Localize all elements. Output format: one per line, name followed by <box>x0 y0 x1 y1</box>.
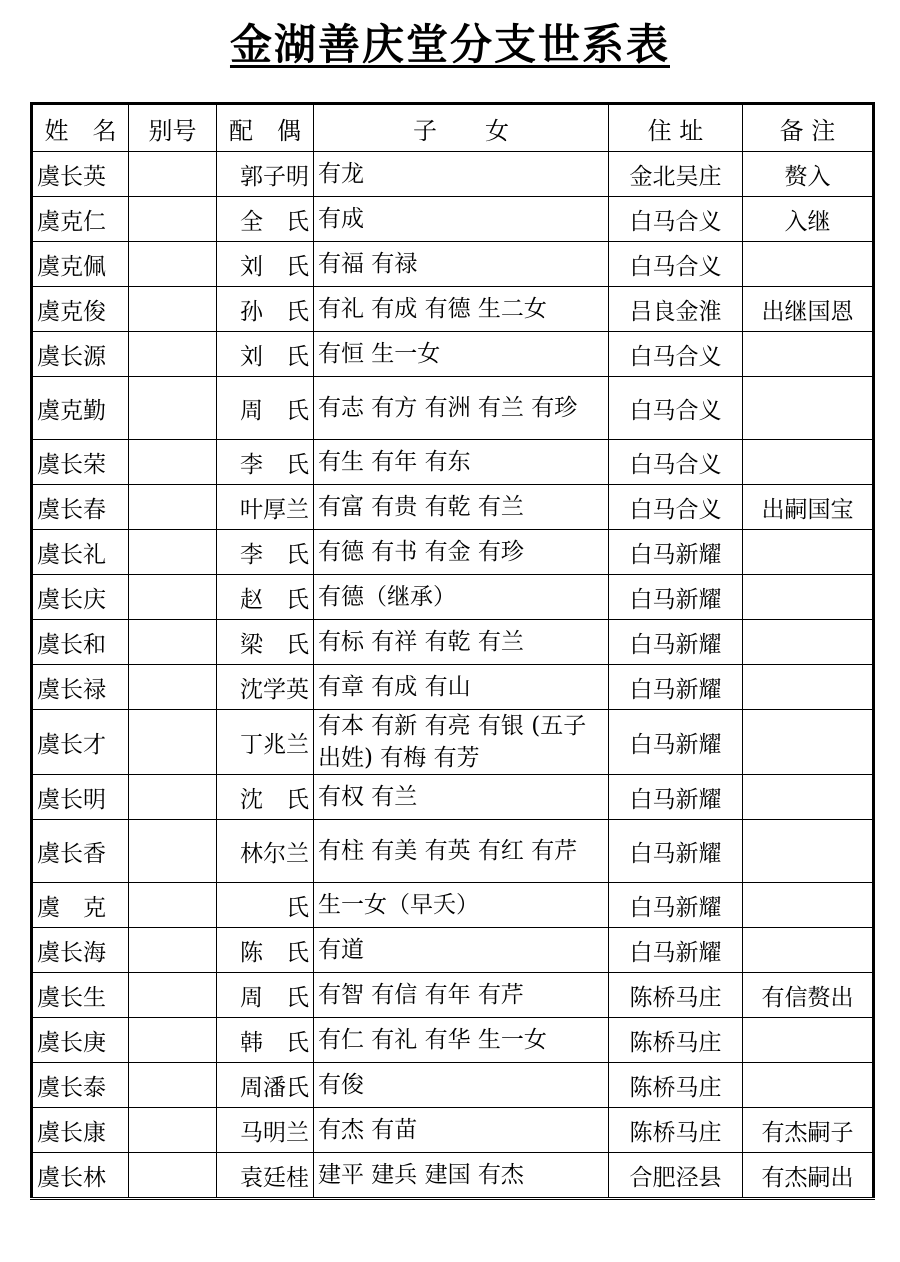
cell-notes <box>743 710 874 775</box>
cell-name: 虞长荣 <box>32 440 129 485</box>
cell-spouse: 氏 <box>217 883 314 928</box>
cell-alias <box>129 152 217 197</box>
cell-notes: 入继 <box>743 197 874 242</box>
cell-spouse: 陈 氏 <box>217 928 314 973</box>
cell-spouse: 全 氏 <box>217 197 314 242</box>
table-row <box>32 440 874 485</box>
cell-name: 虞长禄 <box>32 665 129 710</box>
cell-spouse: 李 氏 <box>217 440 314 485</box>
cell-alias <box>129 820 217 883</box>
cell-spouse: 周 氏 <box>217 973 314 1018</box>
header-children: 子 女 <box>314 104 609 152</box>
cell-alias <box>129 242 217 287</box>
cell-name: 虞长泰 <box>32 1063 129 1108</box>
cell-alias <box>129 1018 217 1063</box>
cell-alias <box>129 1063 217 1108</box>
cell-children: 有本 有新 有亮 有银 (五子出姓) 有梅 有芳 <box>314 710 609 775</box>
cell-address: 陈桥马庄 <box>609 1108 743 1153</box>
cell-spouse: 刘 氏 <box>217 332 314 377</box>
cell-name: 虞长英 <box>32 152 129 197</box>
cell-notes <box>743 665 874 710</box>
cell-children: 有智 有信 有年 有芹 <box>314 973 609 1018</box>
cell-notes <box>743 1063 874 1108</box>
cell-address: 白马新耀 <box>609 530 743 575</box>
cell-spouse: 赵 氏 <box>217 575 314 620</box>
cell-alias <box>129 287 217 332</box>
cell-notes: 出继国恩 <box>743 287 874 332</box>
cell-name: 虞长才 <box>32 710 129 775</box>
cell-alias <box>129 710 217 775</box>
table-row <box>32 883 874 928</box>
table-header-row <box>32 104 874 152</box>
cell-address: 白马新耀 <box>609 575 743 620</box>
cell-spouse: 刘 氏 <box>217 242 314 287</box>
cell-name: 虞长海 <box>32 928 129 973</box>
cell-alias <box>129 883 217 928</box>
table-row <box>32 332 874 377</box>
header-name: 姓 名 <box>32 104 129 152</box>
cell-spouse: 孙 氏 <box>217 287 314 332</box>
cell-address: 白马合义 <box>609 485 743 530</box>
page-title: 金湖善庆堂分支世系表 <box>229 20 670 69</box>
table-row <box>32 530 874 575</box>
table-row <box>32 820 874 883</box>
cell-notes <box>743 820 874 883</box>
cell-children: 有章 有成 有山 <box>314 665 609 710</box>
cell-spouse: 林尔兰 <box>217 820 314 883</box>
cell-children: 有德 有书 有金 有珍 <box>314 530 609 575</box>
cell-alias <box>129 485 217 530</box>
cell-alias <box>129 530 217 575</box>
cell-address: 金北吴庄 <box>609 152 743 197</box>
cell-name: 虞克佩 <box>32 242 129 287</box>
cell-children: 有标 有祥 有乾 有兰 <box>314 620 609 665</box>
cell-notes: 赘入 <box>743 152 874 197</box>
cell-name: 虞长庚 <box>32 1018 129 1063</box>
table-row <box>32 928 874 973</box>
cell-children: 有礼 有成 有德 生二女 <box>314 287 609 332</box>
cell-address: 吕良金淮 <box>609 287 743 332</box>
cell-address: 白马合义 <box>609 377 743 440</box>
header-alias: 别号 <box>129 104 217 152</box>
cell-notes <box>743 377 874 440</box>
cell-address: 白马新耀 <box>609 710 743 775</box>
cell-notes: 有杰嗣出 <box>743 1153 874 1199</box>
cell-notes: 有信赘出 <box>743 973 874 1018</box>
cell-alias <box>129 775 217 820</box>
cell-alias <box>129 377 217 440</box>
table-row <box>32 242 874 287</box>
cell-name: 虞长明 <box>32 775 129 820</box>
cell-children: 有俊 <box>314 1063 609 1108</box>
table-row <box>32 197 874 242</box>
cell-name: 虞 克 <box>32 883 129 928</box>
cell-address: 白马新耀 <box>609 620 743 665</box>
cell-notes <box>743 530 874 575</box>
table-row <box>32 710 874 775</box>
cell-name: 虞长和 <box>32 620 129 665</box>
cell-alias <box>129 1108 217 1153</box>
cell-children: 有福 有禄 <box>314 242 609 287</box>
cell-children: 有柱 有美 有英 有红 有芹 <box>314 820 609 883</box>
cell-name: 虞长林 <box>32 1153 129 1199</box>
cell-children: 有富 有贵 有乾 有兰 <box>314 485 609 530</box>
genealogy-table <box>30 102 875 1200</box>
cell-name: 虞克俊 <box>32 287 129 332</box>
cell-alias <box>129 575 217 620</box>
cell-notes <box>743 928 874 973</box>
cell-children: 有权 有兰 <box>314 775 609 820</box>
cell-name: 虞长礼 <box>32 530 129 575</box>
cell-spouse: 韩 氏 <box>217 1018 314 1063</box>
table-row <box>32 152 874 197</box>
table-row <box>32 1153 874 1199</box>
cell-address: 白马合义 <box>609 197 743 242</box>
cell-address: 白马新耀 <box>609 775 743 820</box>
cell-spouse: 郭子明 <box>217 152 314 197</box>
cell-name: 虞长香 <box>32 820 129 883</box>
cell-alias <box>129 197 217 242</box>
table-row <box>32 287 874 332</box>
cell-address: 白马新耀 <box>609 665 743 710</box>
cell-notes <box>743 242 874 287</box>
header-spouse: 配 偶 <box>217 104 314 152</box>
table-row <box>32 665 874 710</box>
table-row <box>32 377 874 440</box>
cell-name: 虞长春 <box>32 485 129 530</box>
cell-address: 陈桥马庄 <box>609 1063 743 1108</box>
cell-notes <box>743 883 874 928</box>
cell-spouse: 沈 氏 <box>217 775 314 820</box>
cell-alias <box>129 1153 217 1199</box>
cell-children: 有道 <box>314 928 609 973</box>
table-row <box>32 620 874 665</box>
cell-spouse: 周潘氏 <box>217 1063 314 1108</box>
table-row <box>32 1063 874 1108</box>
cell-children: 有杰 有苗 <box>314 1108 609 1153</box>
cell-name: 虞克仁 <box>32 197 129 242</box>
cell-alias <box>129 620 217 665</box>
cell-name: 虞长源 <box>32 332 129 377</box>
cell-alias <box>129 332 217 377</box>
cell-children: 建平 建兵 建国 有杰 <box>314 1153 609 1199</box>
cell-address: 白马新耀 <box>609 883 743 928</box>
cell-spouse: 叶厚兰 <box>217 485 314 530</box>
cell-children: 有仁 有礼 有华 生一女 <box>314 1018 609 1063</box>
cell-notes: 出嗣国宝 <box>743 485 874 530</box>
cell-children: 有龙 <box>314 152 609 197</box>
cell-notes <box>743 620 874 665</box>
cell-children: 有志 有方 有洲 有兰 有珍 <box>314 377 609 440</box>
cell-notes <box>743 332 874 377</box>
cell-address: 白马合义 <box>609 440 743 485</box>
cell-address: 陈桥马庄 <box>609 1018 743 1063</box>
cell-address: 陈桥马庄 <box>609 973 743 1018</box>
cell-address: 白马新耀 <box>609 928 743 973</box>
table-row <box>32 973 874 1018</box>
cell-name: 虞长康 <box>32 1108 129 1153</box>
table-row <box>32 485 874 530</box>
cell-alias <box>129 928 217 973</box>
cell-notes <box>743 775 874 820</box>
cell-address: 白马合义 <box>609 332 743 377</box>
cell-children: 生一女（早夭） <box>314 883 609 928</box>
cell-address: 白马新耀 <box>609 820 743 883</box>
cell-children: 有生 有年 有东 <box>314 440 609 485</box>
cell-name: 虞克勤 <box>32 377 129 440</box>
table-row <box>32 1018 874 1063</box>
cell-alias <box>129 973 217 1018</box>
cell-alias <box>129 440 217 485</box>
cell-name: 虞长生 <box>32 973 129 1018</box>
table-row <box>32 775 874 820</box>
cell-notes <box>743 440 874 485</box>
header-notes: 备 注 <box>743 104 874 152</box>
cell-spouse: 李 氏 <box>217 530 314 575</box>
cell-children: 有德（继承） <box>314 575 609 620</box>
cell-spouse: 沈学英 <box>217 665 314 710</box>
cell-address: 合肥泾县 <box>609 1153 743 1199</box>
cell-spouse: 周 氏 <box>217 377 314 440</box>
cell-alias <box>129 665 217 710</box>
cell-spouse: 梁 氏 <box>217 620 314 665</box>
cell-spouse: 袁廷桂 <box>217 1153 314 1199</box>
cell-address: 白马合义 <box>609 242 743 287</box>
cell-spouse: 丁兆兰 <box>217 710 314 775</box>
cell-notes <box>743 1018 874 1063</box>
table-row <box>32 575 874 620</box>
header-address: 住 址 <box>609 104 743 152</box>
cell-notes: 有杰嗣子 <box>743 1108 874 1153</box>
cell-children: 有恒 生一女 <box>314 332 609 377</box>
cell-notes <box>743 575 874 620</box>
cell-spouse: 马明兰 <box>217 1108 314 1153</box>
table-row <box>32 1108 874 1153</box>
cell-name: 虞长庆 <box>32 575 129 620</box>
cell-children: 有成 <box>314 197 609 242</box>
